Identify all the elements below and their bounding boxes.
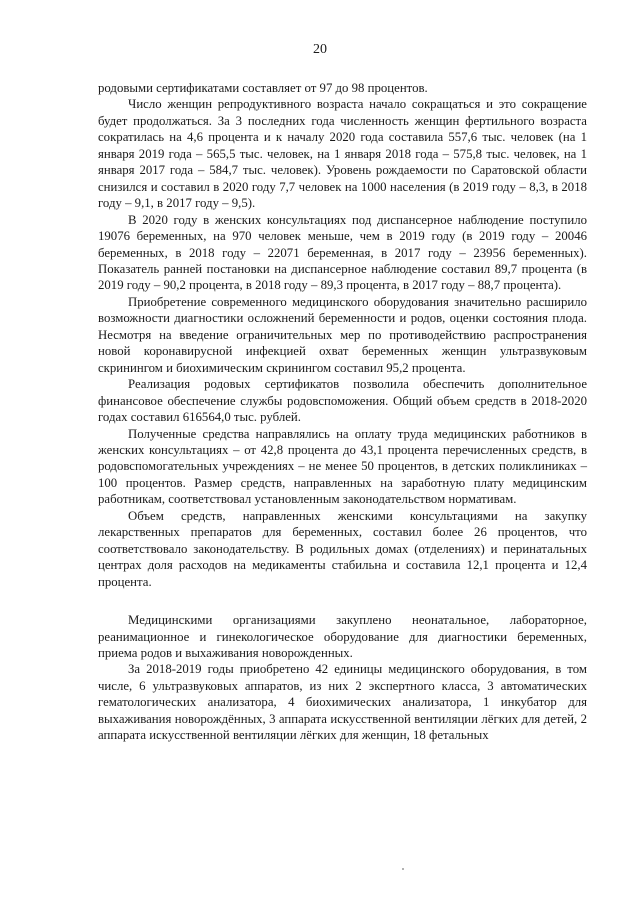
paragraph-funds-distribution: Полученные средства направлялись на оплату труда медицинских работников в женских консультациях – от 42,8 процента до 43,1 процента перечисленных средств, в родовспомогательных учреждениях – не менее 50 процентов, в детских поликлиниках – 100 процентов. Размер средств, направленных на заработную плату медицинским работникам, соответствовал установленным законодательством нормативам. [98,426,587,507]
paragraph-medicines-purchase: Объем средств, направленных женскими консультациями на закупку лекарственных препаратов для беременных, составил более 26 процентов, что соответствовало законодательству. В родильных домах (отделениях) и перинатальных центрах доля расходов на медикаменты стабильна и составила 12,1 процента и 12,4 процента. [98,508,587,589]
paragraph-birth-certificates: Реализация родовых сертификатов позволила обеспечить дополнительное финансовое обеспечение службы родовспоможения. Общий объем средств в 2018-2020 годах составил 616564,0 тыс. рублей. [98,377,587,425]
document-body [98,80,587,744]
paragraph-dispensary-observation: В 2020 году в женских консультациях под диспансерное наблюдение поступило 19076 беременных, на 970 человек меньше, чем в 2019 году (в 2019 году – 20046 беременных, в 2018 году – 22071 беременная, в 2017 году – 23956 беременных). Показатель ранней постановки на диспансерное наблюдение составил 89,7 процента (в 2019 году – 90,2 процента, в 2018 году – 89,3 процента, в 2017 году – 88,7 процента). [98,212,587,293]
scan-speck [402,868,404,870]
paragraph-continuation: родовыми сертификатами составляет от 97 до 98 процентов. [98,81,428,95]
paragraph-equipment-list: За 2018-2019 годы приобретено 42 единицы медицинского оборудования, в том числе, 6 ультразвуковых аппаратов, из них 2 экспертного класса, 3 автоматических гематологических анализатора, 4 биохимических анализатора, 1 инкубатор для выхаживания новорождённых, 3 аппарата искусственной вентиляции лёгких для детей, 2 аппарата искусственной вентиляции лёгких для женщин, 18 фетальных [98,662,587,743]
paragraph-equipment-diagnostics: Приобретение современного медицинского оборудования значительно расширило возможности диагностики осложнений беременности и родов, оценки состояния плода. Несмотря на введение ограничительных мер по противодействию распространения новой коронавирусной инфекцией охват беременных женщин ультразвуковым скринингом и биохимическим скринингом составил 95,2 процента. [98,294,587,375]
paragraph-equipment-purchased: Медицинскими организациями закуплено неонатальное, лабораторное, реанимационное и гинекологическое оборудование для диагностики беременных, приема родов и выхаживания новорожденных. [98,613,587,660]
paragraph-gap [98,590,587,612]
paragraph-reproductive-age: Число женщин репродуктивного возраста начало сокращаться и это сокращение будет продолжаться. За 3 последних года численность женщин фертильного возраста сократилась на 4,6 процента и к началу 2020 года составила 557,6 тыс. человек (на 1 января 2019 года – 565,5 тыс. человек, на 1 января 2018 года – 575,8 тыс. человек, на 1 января 2017 года – 584,7 тыс. человек). Уровень рождаемости по Саратовской области снизился и составил в 2020 году 7,7 человек на 1000 населения (в 2019 году – 8,3, в 2018 году – 9,1, в 2017 году – 9,5). [98,97,587,211]
page-number: 20 [313,42,327,57]
